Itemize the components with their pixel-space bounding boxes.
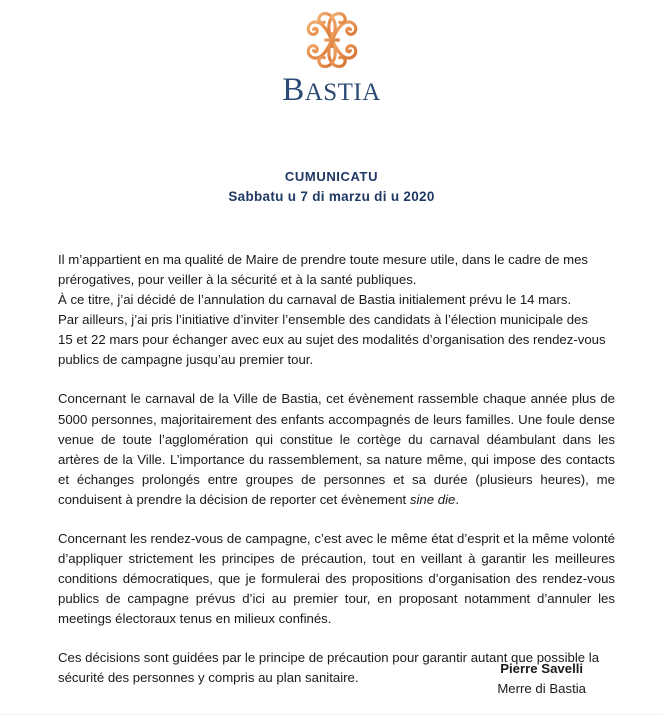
wordmark-remainder: ASTIA xyxy=(304,79,381,106)
wordmark-initial: B xyxy=(282,72,305,108)
paragraph-1-line-4: Par ailleurs, j’ai pris l’initiative d’inviter l’ensemble des candidats à l’élection municipale des xyxy=(58,312,588,328)
paragraph-1-line-2: prérogatives, pour veiller à la sécurité et à la santé publiques. xyxy=(58,272,417,288)
signatory-role: Merre di Bastia xyxy=(497,681,586,697)
document-date: Sabbatu u 7 di marzu di u 2020 xyxy=(228,189,435,205)
paragraph-4-line-2: sécurité des personnes y compris au plan sanitaire. xyxy=(58,670,359,686)
letterhead xyxy=(0,0,663,107)
document-body xyxy=(58,208,615,688)
paragraph-3: Concernant les rendez-vous de campagne, c’est avec le même état d’esprit et la même volonté d’appliquer strictement les principes de précaution, tout en veillant à garantir les meilleures conditions démocratiques, que je formulerai des propositions d’organisation des rendez-vous publics de campagne prévus d’ici au premier tour, en proposant notamment d’annuler les meetings électoraux tenus en milieux confinés. xyxy=(58,530,615,627)
paragraph-2-text-a: Concernant le carnaval de la Ville de Bastia, cet évènement rassemble chaque année plus de 5000 personnes, majoritairement des enfants accompagnés de leurs familles. Une foule dense venue de toute l’agglomération qui constitue le cortège du carnaval déambulant dans les artères de la Ville. L’importance du rassemblement, sa nature même, qui impose des contacts et échanges prolongés entre groupes de personnes et sa durée (plusieurs heures), me conduisent à prendre la décision de reporter cet évènement xyxy=(58,391,615,507)
bastia-ornamental-crest-icon xyxy=(296,8,368,72)
paragraph-1 xyxy=(58,250,615,370)
paragraph-2 xyxy=(58,389,615,509)
paragraph-1-line-6: publics de campagne jusqu’au premier tour. xyxy=(58,352,314,368)
paragraph-4-line-1: Ces décisions sont guidées par le principe de précaution pour garantir autant que possible la xyxy=(58,650,600,666)
paragraph-1-line-3: À ce titre, j’ai décidé de l’annulation du carnaval de Bastia initialement prévu le 14 mars. xyxy=(58,292,572,308)
title-block xyxy=(0,167,663,208)
bottom-divider xyxy=(0,714,663,715)
bastia-wordmark xyxy=(0,74,663,107)
paragraph-1-line-5: 15 et 22 mars pour échanger avec eux au sujet des modalités d’organisation des rendez-vous xyxy=(58,332,606,348)
paragraph-2-text-b: . xyxy=(455,491,460,507)
paragraph-2-latin-phrase: sine die xyxy=(409,491,456,507)
paragraph-1-line-1: Il m’appartient en ma qualité de Maire de prendre toute mesure utile, dans le cadre de mes xyxy=(58,252,588,268)
signatory-name: Pierre Savelli xyxy=(500,661,584,677)
signature-block xyxy=(497,659,586,699)
page-title: CUMUNICATU xyxy=(284,169,379,184)
